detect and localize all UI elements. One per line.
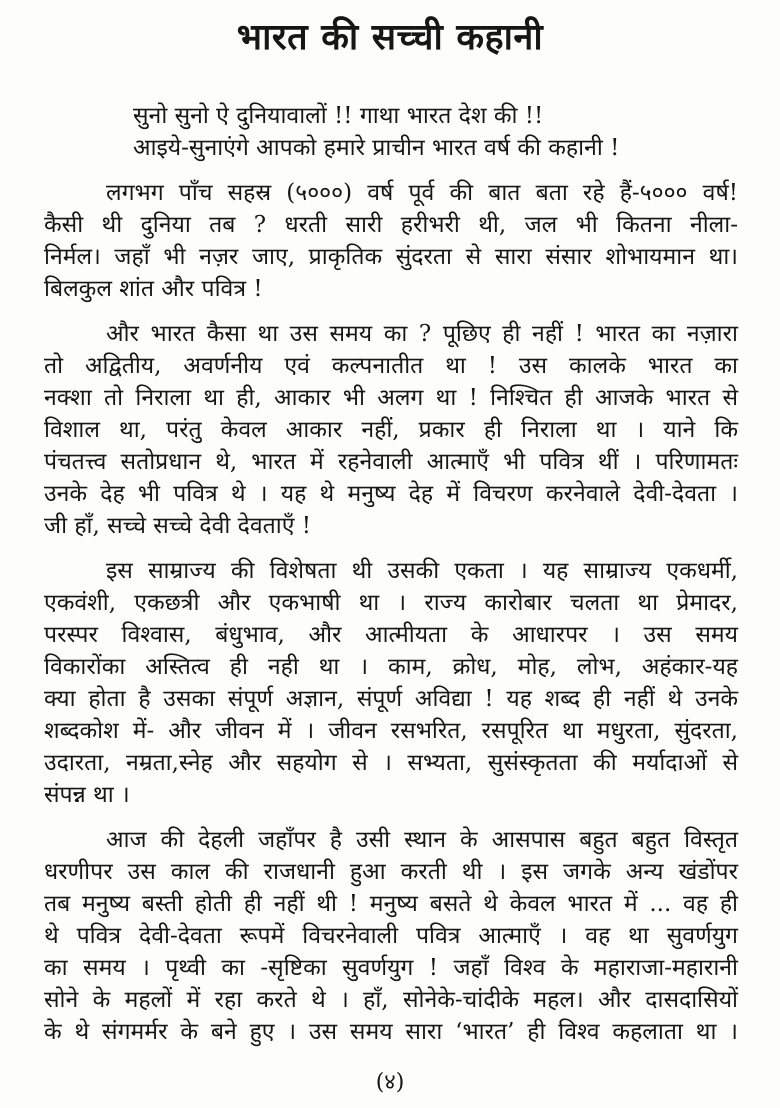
text-line: एकवंशी, एकछत्री और एकभाषी था । राज्य कारोबार चलता था प्रेमादर,	[44, 590, 738, 616]
text-line: क्या होता है उसका संपूर्ण अज्ञान, संपूर्ण अविद्या ! यह शब्द ही नहीं थे उनके	[44, 686, 738, 712]
text-line: नक्शा तो निराला था ही, आकार भी अलग था ! निश्चित ही आजके भारत से	[44, 385, 738, 411]
text-line: के थे संगमर्मर के बने हुए । उस समय सारा ‘भारत’ ही विश्व कहलाता था ।	[44, 1019, 738, 1045]
page-body-text	[44, 100, 738, 1048]
page-title: भारत की सच्ची कहानी	[236, 16, 544, 58]
text-line: पंचतत्त्व सतोप्रधान थे, भारत में रहनेवाली आत्माएँ भी पवित्र थीं । परिणामतः	[44, 449, 738, 475]
text-line: तब मनुष्य बस्ती होती ही नहीं थी ! मनुष्य बसते थे केवल भारत में ... वह ही	[44, 891, 738, 917]
page-number: (४)	[375, 1070, 405, 1095]
text-line: और भारत कैसा था उस समय का ? पूछिए ही नहीं ! भारत का नज़ारा	[106, 321, 738, 347]
text-line: इस साम्राज्य की विशेषता थी उसकी एकता । यह साम्राज्य एकधर्मी,	[106, 558, 738, 584]
paragraph-2	[44, 177, 738, 305]
text-line: निर्मल। जहाँ भी नज़र जाए, प्राकृतिक सुंदरता से सारा संसार शोभायमान था।	[44, 244, 738, 270]
text-line: बिलकुल शांत और पवित्र !	[44, 276, 263, 302]
paragraph-3	[44, 318, 738, 542]
text-line: शब्दकोश में- और जीवन में । जीवन रसभरित, रसपूरित था मधुरता, सुंदरता,	[44, 718, 738, 744]
text-line: का समय । पृथ्वी का -सृष्टिका सुवर्णयुग ! जहाँ विश्व के महाराजा-महारानी	[44, 955, 738, 981]
text-line: जी हाँ, सच्चे सच्चे देवी देवताएँ !	[44, 513, 312, 539]
text-line: परस्पर विश्वास, बंधुभाव, और आत्मीयता के आधारपर । उस समय	[44, 622, 738, 648]
text-line: आज की देहली जहाँपर है उसी स्थान के आसपास बहुत बहुत विस्तृत	[106, 827, 738, 853]
text-line: उदारता, नम्रता,स्नेह और सहयोग से । सभ्यता, सुसंस्कृतता की मर्यादाओं से	[44, 750, 738, 776]
text-line: लगभग पाँच सहस्र (५०००) वर्ष पूर्व की बात बता रहे हैं-५००० वर्ष!	[106, 180, 738, 206]
text-line: विकारोंका अस्तित्व ही नही था । काम, क्रोध, मोह, लोभ, अहंकार-यह	[44, 654, 738, 680]
text-line: सुनो सुनो ऐ दुनियावालों !! गाथा भारत देश की !!	[133, 103, 544, 129]
text-line: कैसी थी दुनिया तब ? धरती सारी हरीभरी थी, जल भी कितना नीला-	[44, 212, 738, 238]
text-line: धरणीपर उस काल की राजधानी हुआ करती थी । इस जगके अन्य खंडोंपर	[44, 859, 738, 885]
text-line: थे पवित्र देवी-देवता रूपमें विचरनेवाली पवित्र आत्माएँ । वह था सुवर्णयुग	[44, 923, 738, 949]
text-line: उनके देह भी पवित्र थे । यह थे मनुष्य देह में विचरण करनेवाले देवी-देवता ।	[44, 481, 738, 507]
paragraph-5	[44, 824, 738, 1048]
paragraph-4	[44, 555, 738, 811]
text-line: संपन्न था ।	[44, 782, 130, 808]
text-line: विशाल था, परंतु केवल आकार नहीं, प्रकार ही निराला था । याने कि	[44, 417, 738, 443]
text-line: सोने के महलों में रहा करते थे । हाँ, सोनेके-चांदीके महल। और दासदासियों	[44, 987, 738, 1013]
paragraph-1	[133, 100, 738, 164]
text-line: तो अद्वितीय, अवर्णनीय एवं कल्पनातीत था ! उस कालके भारत का	[44, 353, 738, 379]
text-line: आइये-सुनाएंगे आपको हमारे प्राचीन भारत वर्ष की कहानी !	[133, 135, 620, 161]
